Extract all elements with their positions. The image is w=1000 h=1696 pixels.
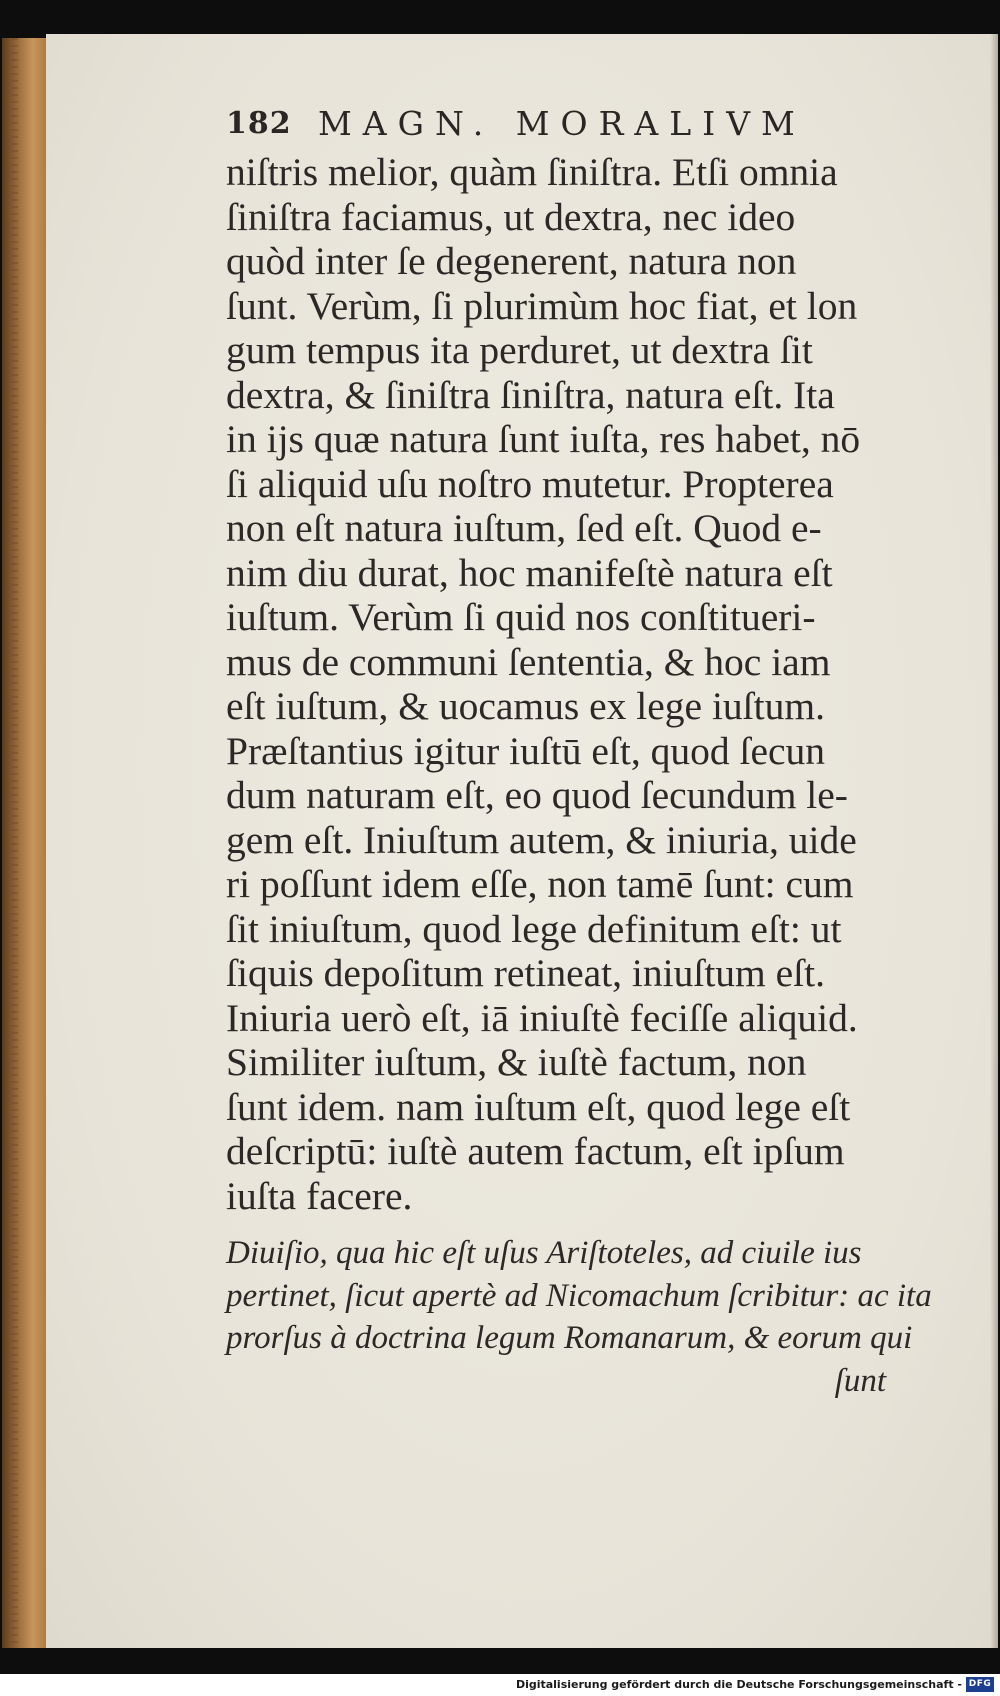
text-line: gum tempus ita perduret, ut dextra ſit (226, 328, 813, 372)
text-line: non eſt natura iuſtum, ſed eſt. Quod e- (226, 506, 822, 550)
running-head (226, 90, 866, 150)
footer-credit: Digitalisierung gefördert durch die Deutsche Forschungsgemeinschaft - (515, 1678, 962, 1691)
text-line: Præſtantius igitur iuſtū eſt, quod ſecun (226, 728, 826, 773)
text-line: mus de communi ſententia, & hoc iam (226, 639, 831, 684)
main-text-block (226, 150, 902, 1218)
text-line: Similiter iuſtum, & iuſtè factum, non (226, 1040, 807, 1084)
text-line: dum naturam eſt, eo quod ſecundum le- (226, 773, 848, 817)
digitization-footer (0, 1674, 1000, 1696)
text-line: ſunt idem. nam iuſtum eſt, quod lege eſt (226, 1084, 851, 1129)
text-line: ſiquis depoſitum retineat, iniuſtum eſt. (226, 951, 825, 995)
text-line: iuſta facere. (226, 1173, 413, 1218)
commentary-line: pertinet, ſicut apertè ad Nicomachum ſcribitur: ac ita (226, 1277, 932, 1314)
text-line: quòd inter ſe degenerent, natura non (226, 239, 797, 283)
commentary-block (226, 1232, 932, 1402)
book-page-edge (2, 38, 48, 1648)
text-line: deſcriptū: iuſtè autem factum, eſt ipſum (226, 1129, 845, 1173)
running-title: MAGN. MORALIVM (318, 104, 806, 143)
text-line: gem eſt. Iniuſtum autem, & iniuria, uide (226, 817, 857, 862)
text-line: nim diu durat, hoc manifeſtè natura eſt (226, 550, 833, 595)
text-line: ſit iniuſtum, quod lege definitum eſt: ut (226, 906, 842, 951)
dfg-logo: DFG (966, 1677, 994, 1692)
page-gutter-shadow (990, 34, 998, 1648)
text-line: Iniuria uerò eſt, iā iniuſtè feciſſe aliquid. (226, 995, 858, 1040)
text-line: in ijs quæ natura ſunt iuſta, res habet, nō (226, 417, 861, 461)
text-line: dextra, & ſiniſtra ſiniſtra, natura eſt. Ita (226, 372, 835, 417)
page-edge-texture (12, 38, 18, 1648)
text-line: eſt iuſtum, & uocamus ex lege iuſtum. (226, 684, 825, 728)
commentary-line: prorſus à doctrina legum Romanarum, & eorum qui (226, 1320, 913, 1356)
catchword: ſunt (834, 1362, 886, 1399)
page-number: 182 (226, 106, 292, 141)
text-line: ſi aliquid uſu noſtro mutetur. Propterea (226, 461, 834, 506)
text-line: iuſtum. Verùm ſi quid nos conſtitueri- (226, 595, 816, 639)
text-line: ri poſſunt idem eſſe, non tamē ſunt: cum (226, 862, 854, 906)
text-line: ſiniſtra faciamus, ut dextra, nec ideo (226, 194, 796, 239)
text-line: ſunt. Verùm, ſi plurimùm hoc fiat, et lon (226, 283, 858, 328)
text-line: niſtris melior, quàm ſiniſtra. Etſi omnia (226, 150, 838, 194)
commentary-line: Diuiſio, qua hic eſt uſus Ariſtoteles, ad ciuile ius (226, 1235, 862, 1271)
